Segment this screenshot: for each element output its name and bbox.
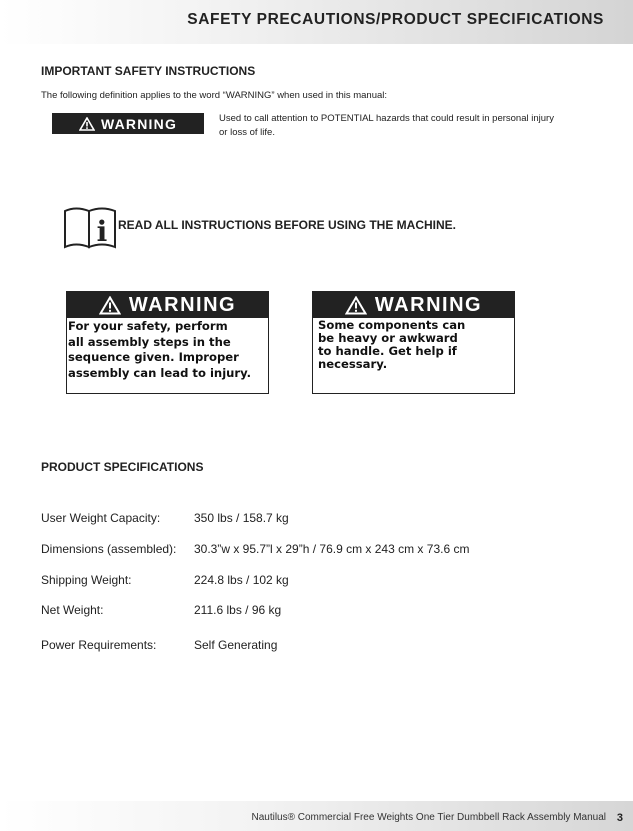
warning-box-title: WARNING [128, 293, 237, 316]
spec-value: Self Generating [194, 638, 278, 652]
warning-line: sequence given. Improper [68, 350, 239, 364]
definition-intro: The following definition applies to the word “WARNING” when used in this manual: [41, 90, 388, 101]
spec-value: 30.3”w x 95.7”l x 29”h / 76.9 cm x 243 cm x 73.6 cm [194, 542, 470, 556]
warning-box-text [67, 318, 268, 381]
spec-label: User Weight Capacity: [41, 511, 161, 525]
warning-definition: Used to call attention to POTENTIAL hazards that could result in personal injury or loss of life. [219, 113, 554, 138]
read-all-notice: READ ALL INSTRUCTIONS BEFORE USING THE MACHINE. [118, 218, 457, 232]
spec-label: Net Weight: [41, 603, 104, 617]
spec-label: Dimensions (assembled): [41, 542, 177, 556]
warning-line: be heavy or awkward [318, 331, 458, 345]
page-title: SAFETY PRECAUTIONS/PRODUCT SPECIFICATIONS [187, 11, 604, 28]
page-number: 3 [616, 812, 623, 824]
footer-manual-title: Nautilus® Commercial Free Weights One Tier Dumbbell Rack Assembly Manual [251, 812, 606, 823]
warning-line: assembly can lead to injury. [68, 365, 252, 380]
safety-heading: IMPORTANT SAFETY INSTRUCTIONS [41, 64, 256, 78]
svg-text:i: i [96, 215, 108, 248]
warning-box-header [313, 292, 514, 318]
spec-value: 211.6 lbs / 96 kg [194, 603, 282, 617]
warning-line: necessary. [318, 357, 388, 371]
warning-line: all assembly steps in the [68, 334, 231, 349]
spec-label: Shipping Weight: [41, 573, 132, 587]
spec-label: Power Requirements: [41, 638, 157, 652]
specs-heading: PRODUCT SPECIFICATIONS [41, 460, 204, 474]
warning-box-title: WARNING [374, 293, 483, 316]
warning-box-assembly [66, 291, 269, 394]
warning-triangle-icon [345, 296, 367, 315]
warning-line: Some components can [318, 318, 466, 332]
warning-label-badge [52, 113, 204, 134]
warning-box-heavy [312, 291, 515, 394]
spec-value: 224.8 lbs / 102 kg [194, 573, 289, 587]
spec-value: 350 lbs / 158.7 kg [194, 511, 289, 525]
warning-box-header [67, 292, 268, 318]
warning-triangle-icon [79, 117, 95, 131]
warning-line: For your safety, perform [68, 319, 228, 333]
warning-box-text [313, 318, 514, 371]
warning-triangle-icon [99, 296, 121, 315]
info-book-icon [62, 205, 118, 249]
warning-label-text: WARNING [100, 115, 178, 132]
warning-line: to handle. Get help if [318, 344, 457, 358]
